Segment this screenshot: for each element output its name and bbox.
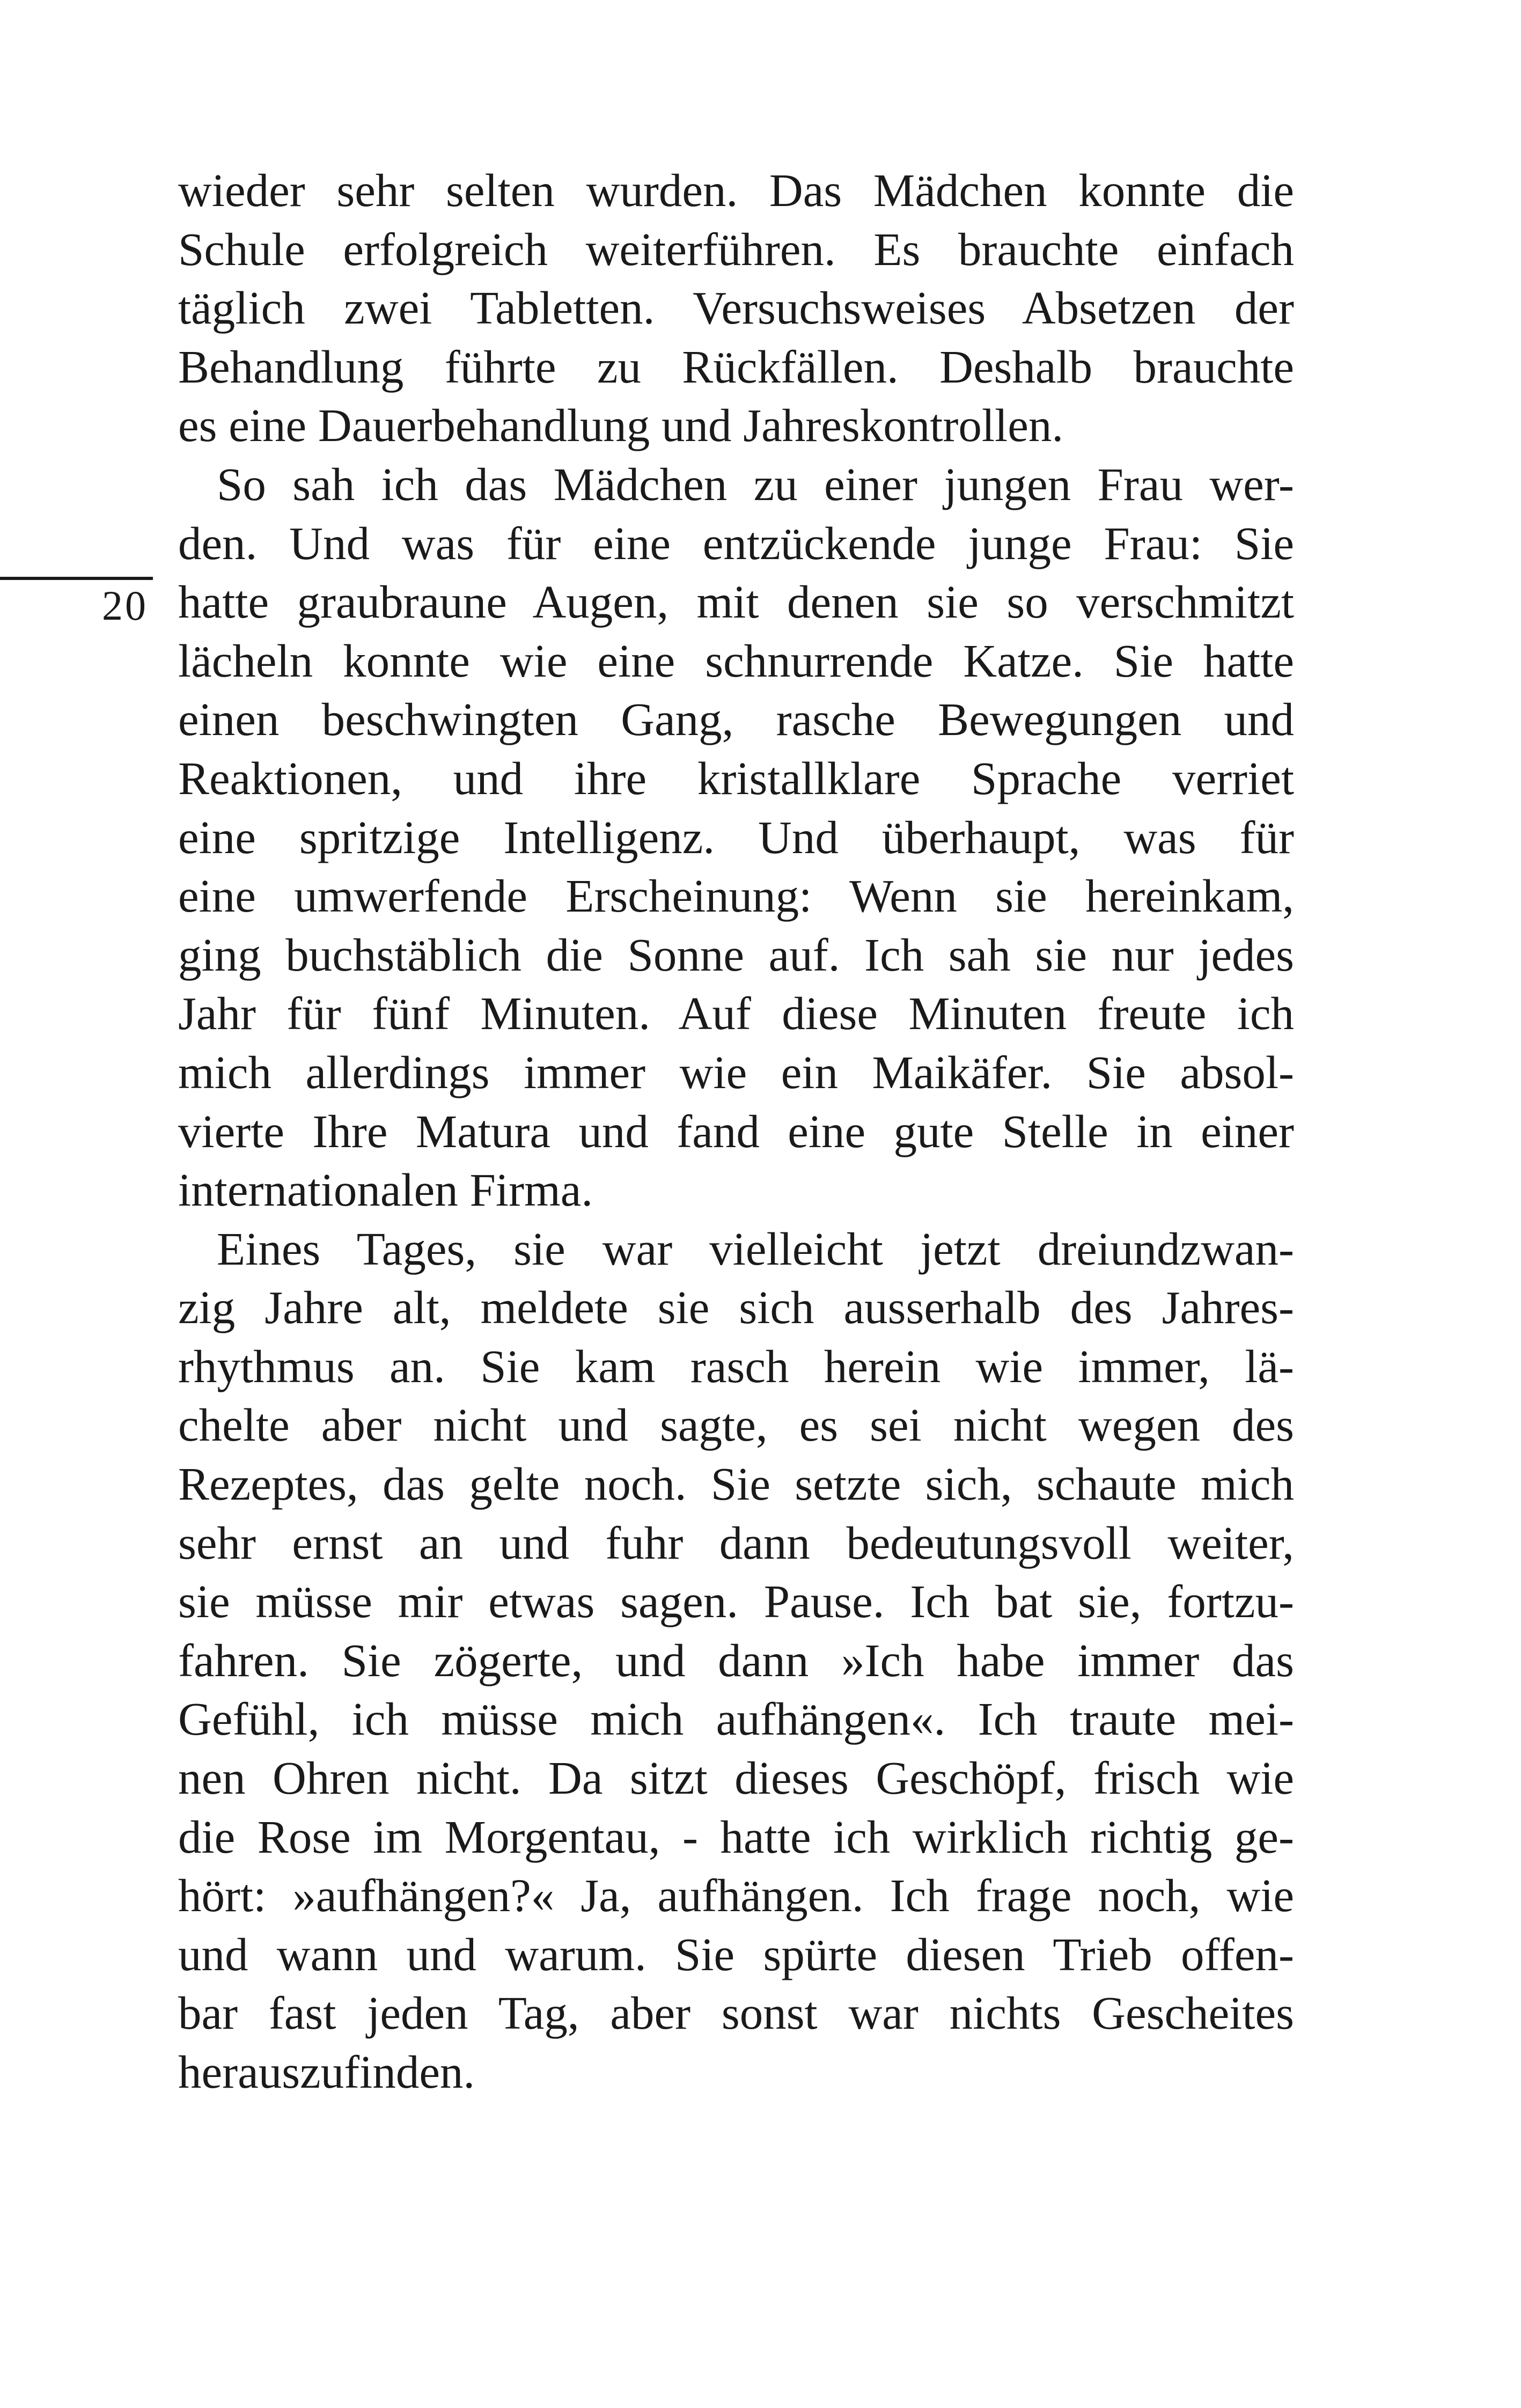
- text-line: einen beschwingten Gang, rasche Bewegungen und: [178, 693, 1294, 746]
- text-line: Schule erfolgreich weiterführen. Es brauchte einfach: [178, 223, 1294, 275]
- text-line: die Rose im Morgentau, - hatte ich wirklich richtig ge-: [178, 1810, 1294, 1863]
- text-line: Gefühl, ich müsse mich aufhängen«. Ich traute mei-: [178, 1693, 1294, 1745]
- text-line: hatte graubraune Augen, mit denen sie so verschmitzt: [178, 576, 1294, 628]
- text-line: zig Jahre alt, meldete sie sich ausserhalb des Jahres-: [178, 1281, 1294, 1334]
- text-line: mich allerdings immer wie ein Maikäfer. Sie absol-: [178, 1046, 1294, 1098]
- text-line: sie müsse mir etwas sagen. Pause. Ich bat sie, fortzu-: [178, 1575, 1294, 1628]
- text-line: wieder sehr selten wurden. Das Mädchen konnte die: [178, 164, 1294, 216]
- text-line: rhythmus an. Sie kam rasch herein wie immer, lä-: [178, 1340, 1294, 1392]
- text-line: lächeln konnte wie eine schnurrende Katze. Sie hatte: [178, 634, 1294, 687]
- text-line: es eine Dauerbehandlung und Jahreskontrollen.: [178, 399, 1064, 452]
- page-number: 20: [102, 582, 148, 629]
- text-line: täglich zwei Tabletten. Versuchsweises Absetzen der: [178, 282, 1294, 334]
- body-text: [178, 161, 1294, 2102]
- text-line: sehr ernst an und fuhr dann bedeutungsvoll weiter,: [178, 1516, 1294, 1569]
- text-line: internationalen Firma.: [178, 1164, 593, 1216]
- text-line: hört: »aufhängen?« Ja, aufhängen. Ich frage noch, wie: [178, 1869, 1294, 1922]
- text-line: und wann und warum. Sie spürte diesen Trieb offen-: [178, 1928, 1294, 1980]
- margin-rule: [0, 577, 153, 580]
- text-line: fahren. Sie zögerte, und dann »Ich habe immer das: [178, 1634, 1294, 1686]
- text-line: eine umwerfende Erscheinung: Wenn sie hereinkam,: [178, 870, 1294, 922]
- text-line: Rezeptes, das gelte noch. Sie setzte sich, schaute mich: [178, 1458, 1294, 1510]
- text-line: eine spritzige Intelligenz. Und überhaupt, was für: [178, 811, 1294, 863]
- text-line: Behandlung führte zu Rückfällen. Deshalb brauchte: [178, 340, 1294, 393]
- text-line: Reaktionen, und ihre kristallklare Sprache verriet: [178, 752, 1294, 804]
- text-line: Jahr für fünf Minuten. Auf diese Minuten freute ich: [178, 987, 1294, 1040]
- text-line: ging buchstäblich die Sonne auf. Ich sah sie nur jedes: [178, 928, 1294, 981]
- text-line: chelte aber nicht und sagte, es sei nicht wegen des: [178, 1399, 1294, 1451]
- text-line: vierte Ihre Matura und fand eine gute Stelle in einer: [178, 1105, 1294, 1157]
- text-line: So sah ich das Mädchen zu einer jungen Frau wer-: [217, 458, 1294, 510]
- text-line: nen Ohren nicht. Da sitzt dieses Geschöpf, frisch wie: [178, 1752, 1294, 1804]
- text-line: Eines Tages, sie war vielleicht jetzt dreiundzwan-: [217, 1222, 1294, 1275]
- text-line: den. Und was für eine entzückende junge Frau: Sie: [178, 517, 1294, 569]
- text-line: herauszufinden.: [178, 2046, 475, 2098]
- text-line: bar fast jeden Tag, aber sonst war nichts Gescheites: [178, 1987, 1294, 2039]
